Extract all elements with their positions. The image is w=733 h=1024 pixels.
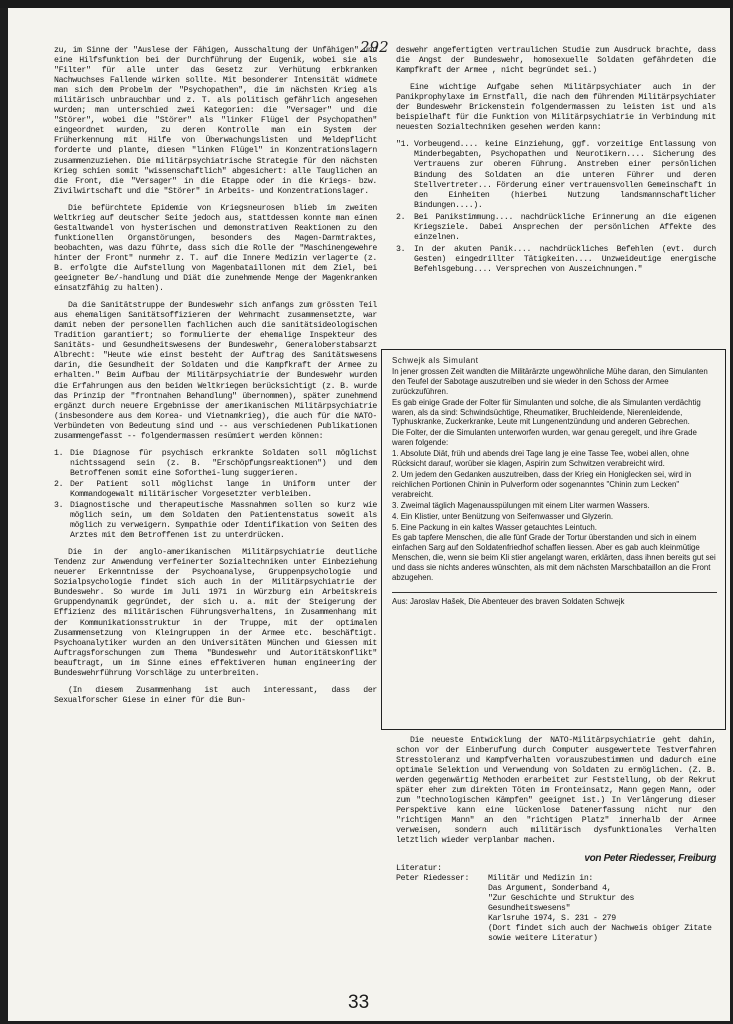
literature-heading: Literatur: [396, 863, 442, 873]
paragraph: Die befürchtete Epidemie von Kriegsneurosen blieb im zweiten Weltkrieg auf deutscher Seite jedoch aus, stattdessen konnte man einen Gestaltwandel von hysterischen und demonstrativen Reaktionen zu den funktionellen Organstörungen, besonders des Magen-Darmtraktes, beobachten, was dazu führte, dass sich die Rolle der "Maschinengewehre hinter der Front" nunmehr z. T. auf die Innere Medizin verlagerte (z. B. erfolgte die Aufstellung von Magenbataillonen mit dem Ziel, bei geeigneter Be/-handlung und Diät die zunehmende Menge der Magenkranken einsatzfähig zu halten). [54, 203, 377, 294]
schwejk-quote-box [381, 349, 726, 730]
list-text: In der akuten Panik.... nachdrückliches Befehlen (evt. durch Gesten) eingedrillter Tätigkeiten.... Unzweideutige energische Befehlsgebung.... Versprechen von Auszeichnungen." [414, 244, 716, 274]
paragraph: zu, im Sinne der "Auslese der Fähigen, Ausschaltung der Unfähigen" und eine Hilfsfunktion bei der Durchführung der Eugenik, wobei sie als "Filter" für alle unter das Gesetz zur Verhütung erbkranken Nachwuchses Fallende wirken sollte. Mit besonderer Intensität widmete man sich dem Probelm der "Psychopathen", die im nächsten Krieg als militärisch unbrauchbar und z. T. als politisch gefährlich angesehen wurden; man unterschied zwei Kategorien: die "Versager" und die "Störer", wobei die "Störer" als "linker Flügel der Psychopathen" eingeordnet wurden, zu deren Kontrolle man ein System der Früherkennung mit Hilfe von Überwachungslisten und Meldepflicht forderte und plante, diesen "linken Flügel" in Konzentrationslagern zusammenzuziehen. Die militärpsychiatrische Strategie für den nächsten Krieg schien somit "wissenschaftlich" abgesichert: alle Tauglichen an die Front, die "Versager" in die Etappe oder in die Kriegs- bzw. Zivilwirtschaft und die "Störer" in Arbeits- und Konzentrationslager. [54, 46, 377, 196]
quote-list [396, 140, 716, 275]
paragraph: (In diesem Zusammenhang ist auch interessant, dass der Sexualforscher Giese in einer für die Bun- [54, 685, 377, 705]
author-signature: von Peter Riedesser, Freiburg [584, 852, 716, 864]
box-paragraph: 4. Ein Klistier, unter Benützung von Seifenwasser und Glyzerin. [392, 511, 614, 521]
paragraph: Die neueste Entwicklung der NATO-Militärpsychiatrie geht dahin, schon vor der Einberufung durch Computer ausgewertete Testverfahren Stresstoleranz und Kampfverhalten vorauszubestimmen und dadurch eine optimale Selektion und Verwendung von Soldaten zu ermöglichen. (Z. B. werden gegenwärtig Methoden erarbeitet zur Feststellung, ob der Rekrut später eher zum direkten Töten im Fronteinsatz, Mann gegen Mann, oder zum "technologischen Kämpfen" geeignet ist.) In Verlängerung dieser Perspektive kann eine lückenlose Datenerfassung nicht nur den "richtigen Mann" an den "richtigen Platz" innerhalb der Armee verweisen, sondern auch militärisch dysfunktionales Verhalten letztlich wieder verplanbar machen. [396, 736, 716, 846]
box-paragraph: 5. Eine Packung in ein kaltes Wasser getauchtes Leintuch. [392, 522, 597, 532]
recommendation-list [54, 449, 377, 541]
right-column [396, 46, 716, 283]
list-text: Der Patient soll möglichst lange in Uniform unter der Kommandogewalt militärischer Vorgesetzter verbleiben. [70, 479, 377, 499]
document-page [8, 8, 730, 1021]
list-text: Diagnostische und therapeutische Massnahmen sollen so kurz wie möglich sein, um dem Soldaten den Patientenstatus soweit als möglich zu verweigern. Sympathie oder Identifikation von Seiten des Arztes mit dem Betroffenen ist zu unterdrücken. [70, 501, 377, 541]
box-paragraph: 1. Absolute Diät, früh und abends drei Tage lang je eine Tasse Tee, wobei allen, ohne Rücksicht darauf, worüber sie klagen, Aspirin zum Schwitzen verabreicht wird. [392, 449, 689, 469]
list-text: Vorbeugend.... keine Einziehung, ggf. vorzeitige Entlassung von Minderbegabten, Psychopathen und Neurotikern.... Sicherung des Vertrauens zur oberen Führung. Anstreben einer persönlichen Bindung des Soldaten an die unteren Führer und deren Stellvertreter... Förderung einer vertrauensvollen Gemeinschaft in den Einheiten (hierbei Nutzung landsmannschaftlicher Bindungen....). [414, 140, 716, 210]
page-number: 33 [348, 992, 370, 1013]
list-item [396, 140, 716, 210]
right-column-lower [396, 736, 716, 944]
literature-line: "Zur Geschichte und Struktur des Gesundheitswesens" [488, 893, 635, 913]
list-number: 3. [54, 501, 64, 511]
box-paragraph: 2. Um jedem den Gedanken auszutreiben, dass der Krieg ein Honiglecken sei, wird in reichlichen Portionen Chinin in Pulverform oder sogenanntes "Chinin zum Lecken" verabreicht. [392, 469, 692, 499]
list-item [54, 480, 377, 500]
box-paragraph: Es gab einige Grade der Folter für Simulanten und solche, die als Simulanten verdächtig waren, als da sind: Schwindsüchtige, Rheumatiker, Bruchleidende, Nierenleidende, Typhuskranke, Zuckerkranke, Leute mit Lungenentzündung und anderen Gebrechen. [392, 397, 701, 427]
box-paragraph: In jener grossen Zeit wandten die Militärärzte ungewöhnliche Mühe daran, den Simulanten den Teufel der Sabotage auszutreiben und sie wieder in den Schoss der Armee zurückzuführen. [392, 366, 708, 396]
list-item [54, 501, 377, 541]
box-paragraph: Es gab tapfere Menschen, die alle fünf Grade der Tortur überstanden und sich in einem einfachen Sarg auf den Soldatenfriedhof schaffen liessen. Aber es gab auch kleinmütige Menschen, die, wenn sie beim Kli stier angelangt waren, erklärten, dass ihnen bereits gut sei und dass sie nichts anderes wünschten, als mit dem nächsten Marschbataillon an die Front abzugehen. [392, 533, 716, 583]
box-title: Schwejk als Simulant [392, 356, 479, 365]
literature-entry [396, 874, 716, 944]
list-item [396, 213, 716, 243]
literature-line: (Dort findet sich auch der Nachweis obiger Zitate sowie weitere Literatur) [488, 923, 712, 943]
list-number: "1. [396, 140, 410, 150]
list-number: 1. [54, 448, 64, 458]
box-paragraph: Die Folter, der die Simulanten unterworfen wurden, war genau geregelt, und ihre Grade waren folgende: [392, 428, 697, 448]
list-text: Bei Panikstimmung.... nachdrückliche Erinnerung an die eigenen Kriegsziele. Dabei Ansprechen der persönlichen Affekte des einzelnen. [414, 212, 716, 242]
literature-line: Karlsruhe 1974, S. 231 - 279 [488, 913, 616, 923]
literature-details [488, 874, 716, 944]
list-text: Die Diagnose für psychisch erkrankte Soldaten soll möglichst nichtssagend sein (z. B. "Erschöpfungsreaktionen") und dem Betroffenen somit eine Soforthei-lung suggerieren. [70, 448, 377, 478]
paragraph: Eine wichtige Aufgabe sehen Militärpsychiater auch in der Panikprophylaxe im Ernstfall, die nach dem führenden Militärpsychiater der Bundeswehr Brickenstein folgendermassen zu leisten ist und als beispielhaft für die Funktion von Militärpsychiatrie in Verbindung mit neuesten Sozialtechniken gesehen werden kann: [396, 83, 716, 133]
handwritten-page-number: 292 [360, 38, 389, 56]
paragraph: Da die Sanitätstruppe der Bundeswehr sich anfangs zum grössten Teil aus ehemaligen Sanitätsoffizieren der Wehrmacht zusammensetzte, war damit neben der personellen fachlichen auch die sanitätsideologischen Tradition garantiert; so formulierte der ehemalige Inspekteur des Sanitäts- und Gesundheitswesens der Bundeswehr, Generaloberstabsarzt Albrecht: "Heute wie einst besteht der Auftrag des Sanitätswesens darin, die Gesundheit der Soldaten und die Kampfkraft der Armee zu erhalten." Beim Aufbau der Militärpsychiatrie der Bundeswehr wurden die Erfahrungen aus den beiden Weltkriegen berücksichtigt (z. B. wurde das Prinzip der "frontnahen Behandlung" übernommen), später zunehmend ergänzt durch neuere Ergebnisse der amerikanischen Militärpsychiatrie (insbesondere aus dem Korea- und Vietnamkrieg), die auch für die NATO-Verbündeten von Bedeutung sind und -- aus verschiedenen Publikationen zusammengefasst -- folgendermassen resümiert werden können: [54, 301, 377, 441]
list-number: 2. [396, 212, 406, 222]
list-item [396, 245, 716, 275]
box-source: Aus: Jaroslav Hašek, Die Abenteuer des braven Soldaten Schwejk [392, 592, 717, 607]
list-number: 3. [396, 244, 406, 254]
box-paragraph: 3. Zweimal täglich Magenausspülungen mit einem Liter warmen Wassers. [392, 500, 650, 510]
paragraph: deswehr angefertigten vertraulichen Studie zum Ausdruck brachte, dass die Angst der Bundeswehr, homosexuelle Soldaten gefährdeten die Kampfkraft der Armee , nicht begründet sei.) [396, 46, 716, 76]
list-item [54, 449, 377, 479]
literature-line: Das Argument, Sonderband 4, [488, 883, 612, 893]
paragraph: Die in der anglo-amerikanischen Militärpsychiatrie deutliche Tendenz zur Anwendung verfeinerter Sozialtechniken unter Einbeziehung neuerer Erkenntnisse der Psychoanalyse, Gruppenpsychologie und Sozialpsychologie findet sich auch in der Militärpsychiatrie der Bundeswehr. So wurde im Juli 1971 in Würzburg ein Arbeitskreis Gruppendynamik gegründet, der sich u. a. mit der Steigerung der Effizienz des militärischen Führungsverhaltens, in Zusammenhang mit der Kommunikationsstruktur in der Truppe, mit der optimalen Zusammensetzung von Kleingruppen in der Armee etc. beschäftigt. Psychoanalytiker wurden an den Universitäten München und Giessen mit Auftragsforschungen zum Thema "Bundeswehr und Autoritätskonflikt" beauftragt, um im Sinne eines effektiveren human engineering der Bundeswehrführung Vorschläge zu unterbreiten. [54, 548, 377, 678]
literature-line: Militär und Medizin in: [488, 873, 593, 883]
literature-author: Peter Riedesser: [396, 873, 470, 883]
left-column [54, 46, 377, 713]
literature-block [396, 864, 716, 944]
list-number: 2. [54, 479, 64, 489]
scan-top-edge [0, 0, 733, 8]
